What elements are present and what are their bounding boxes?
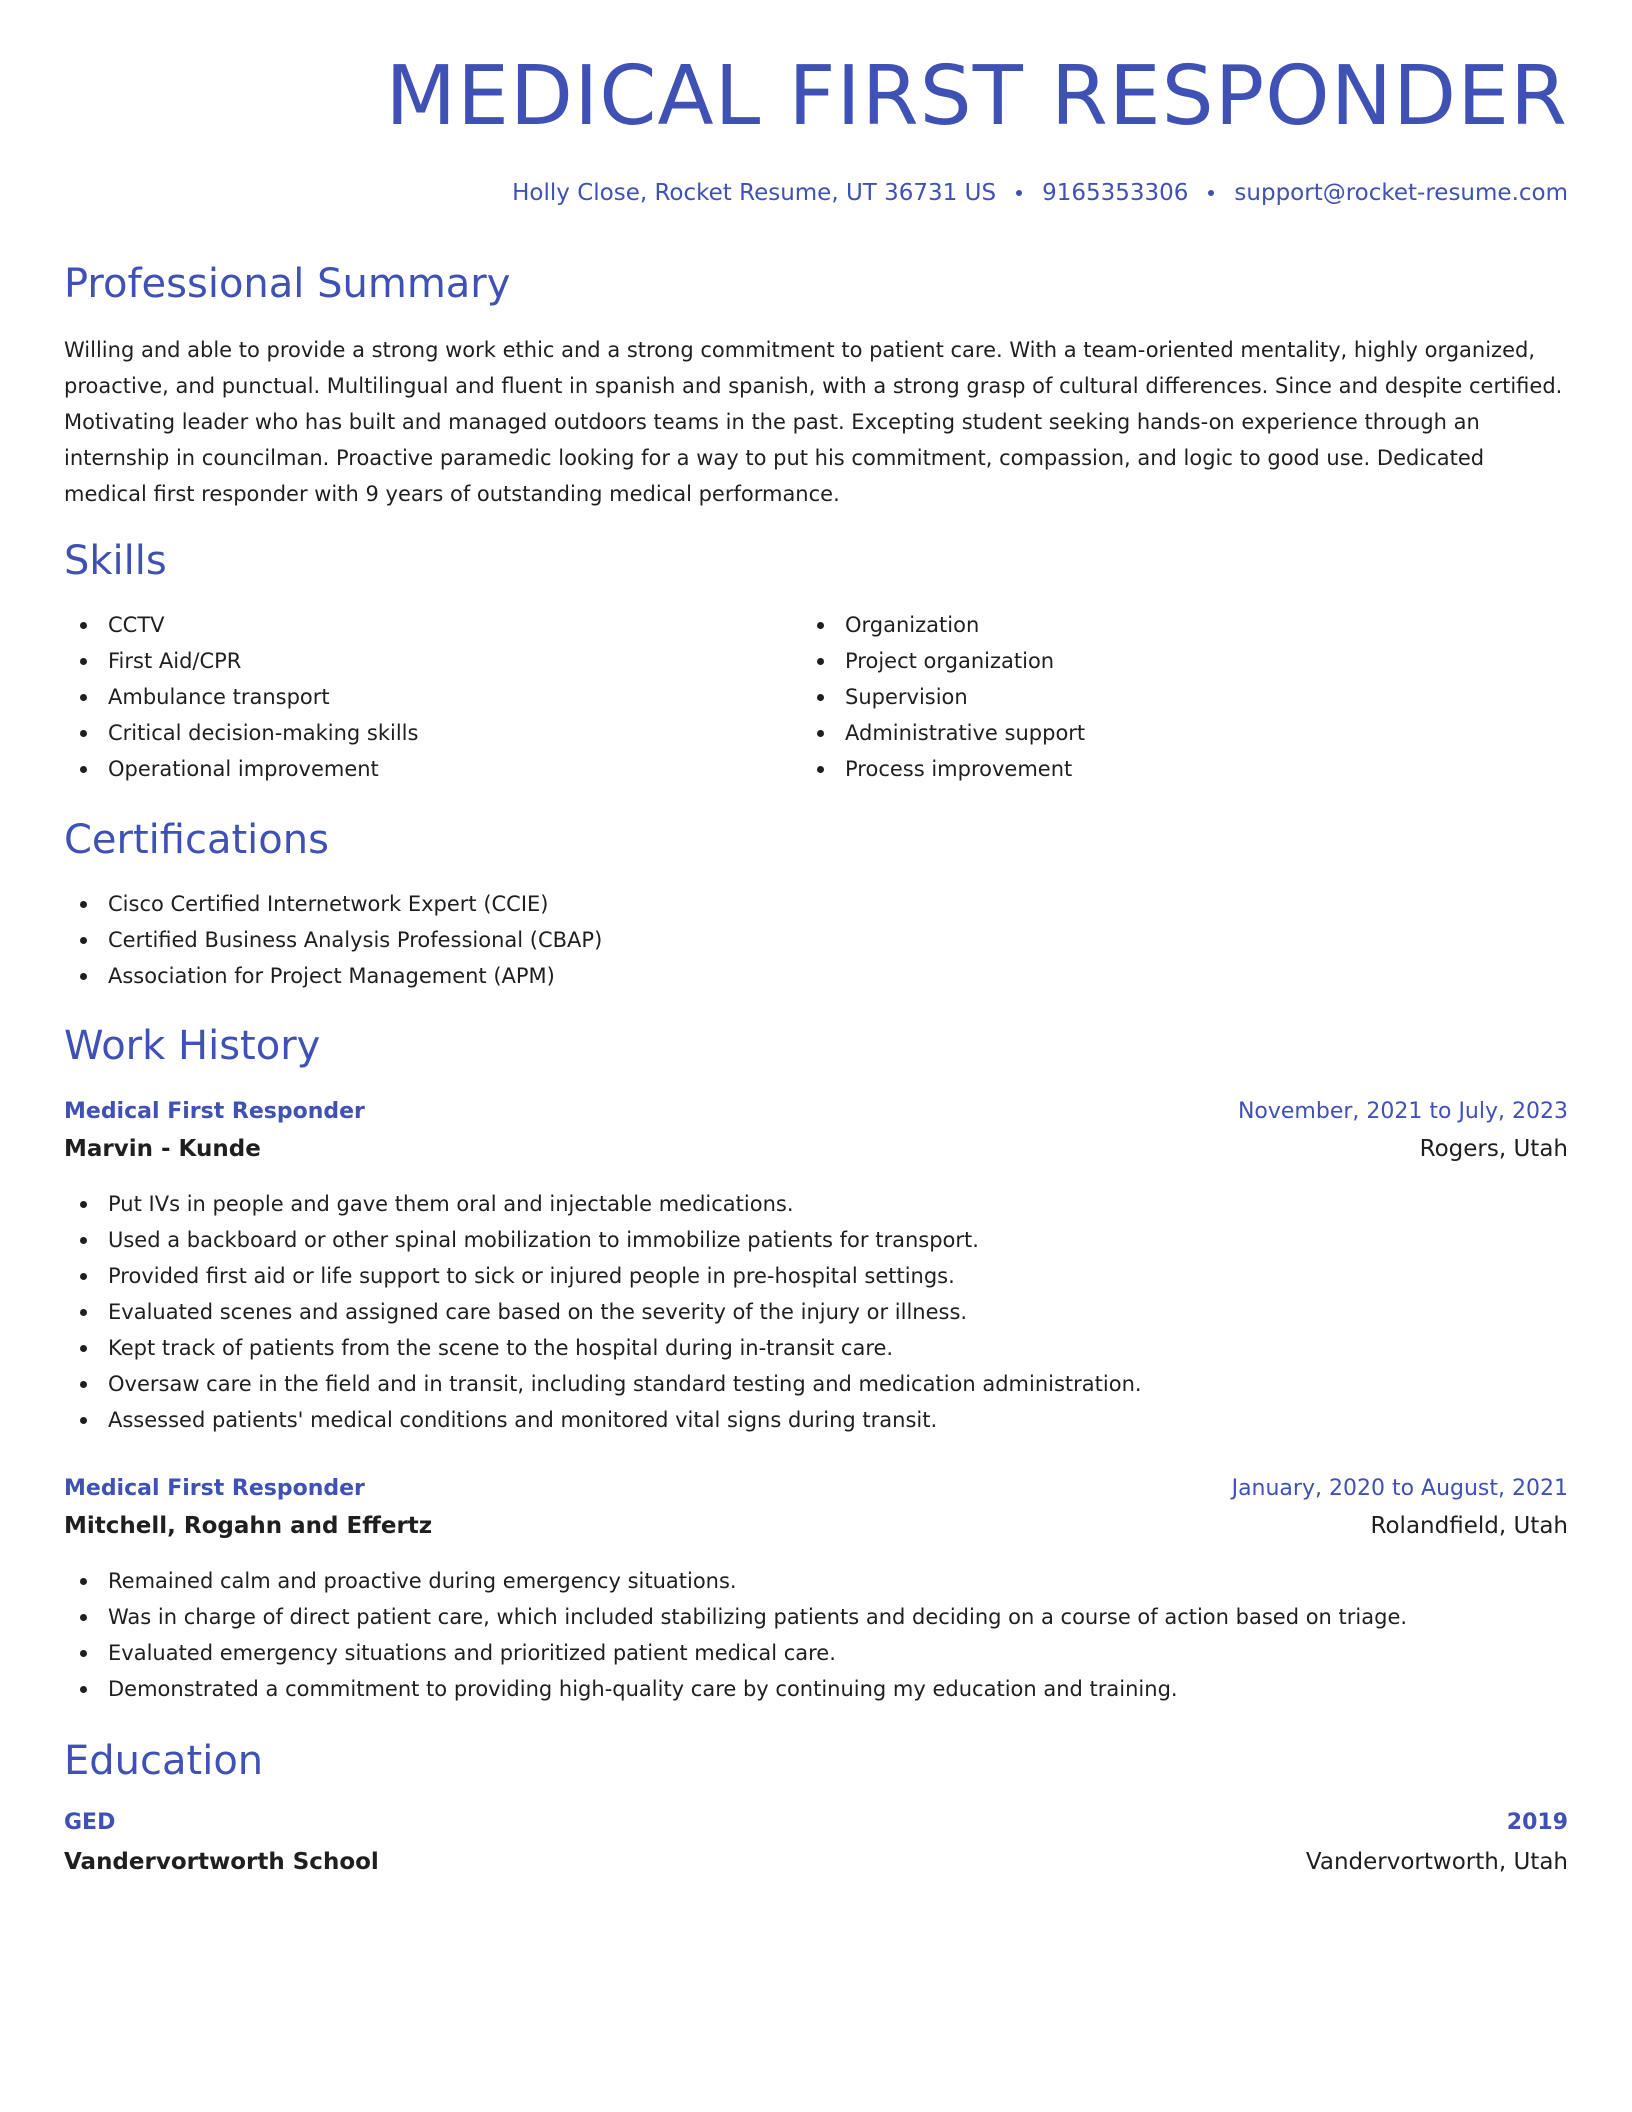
bullet-separator-icon — [1016, 190, 1022, 196]
job-dates: November, 2021 to July, 2023 — [1237, 1099, 1568, 1124]
education-school: Vandervortworth School — [64, 1849, 379, 1875]
skills-heading: Skills — [64, 538, 167, 584]
skill-item: Ambulance transport — [64, 679, 418, 715]
job-duty-item: Used a backboard or other spinal mobilization to immobilize patients for transport. — [64, 1222, 1142, 1258]
certifications-list — [64, 886, 602, 994]
education-degree: GED — [64, 1810, 116, 1835]
skill-item: Critical decision-making skills — [64, 715, 418, 751]
summary-text: Willing and able to provide a strong work ethic and a strong commitment to patient care. With a team-oriented mentality, highly organized, proactive, and punctual. Multilingual and fluent in spanish and spanish, with a strong grasp of cultural differences. Since and despite certified. Motivating leader who has built and managed outdoors teams in the past. Excepting student seeking hands-on experience through an internship in councilman. Proactive paramedic looking for a way to put his commitment, compassion, and logic to good use. Dedicated medical first responder with 9 years of outstanding medical performance. — [64, 338, 1563, 506]
job-duty-item: Evaluated emergency situations and prioritized patient medical care. — [64, 1635, 1407, 1671]
job-dates: January, 2020 to August, 2021 — [1231, 1476, 1568, 1501]
job-duty-item: Evaluated scenes and assigned care based on the severity of the injury or illness. — [64, 1294, 1142, 1330]
skills-list-left — [64, 607, 418, 787]
job-duty-item: Demonstrated a commitment to providing high-quality care by continuing my education and training. — [64, 1671, 1407, 1707]
contact-line — [512, 180, 1568, 206]
job-location: Rolandfield, Utah — [1370, 1513, 1568, 1539]
bullet-separator-icon — [1208, 190, 1214, 196]
job-duty-item: Provided first aid or life support to sick or injured people in pre-hospital settings. — [64, 1258, 1142, 1294]
skills-list-right — [801, 607, 1085, 787]
skill-item: Organization — [801, 607, 1085, 643]
education-heading: Education — [64, 1738, 264, 1784]
resume-title: MEDICAL FIRST RESPONDER — [385, 49, 1568, 144]
job-title: Medical First Responder — [64, 1476, 365, 1501]
job-duty-item: Remained calm and proactive during emergency situations. — [64, 1563, 1407, 1599]
job-duty-item: Assessed patients' medical conditions and monitored vital signs during transit. — [64, 1402, 1142, 1438]
job-title: Medical First Responder — [64, 1099, 365, 1124]
work-history-heading: Work History — [64, 1023, 321, 1069]
job-company: Mitchell, Rogahn and Effertz — [64, 1513, 433, 1539]
job-duty-item: Put IVs in people and gave them oral and injectable medications. — [64, 1186, 1142, 1222]
contact-phone[interactable]: 9165353306 — [1042, 180, 1189, 206]
job-location: Rogers, Utah — [1419, 1136, 1568, 1162]
summary-heading: Professional Summary — [64, 261, 511, 307]
skill-item: Process improvement — [801, 751, 1085, 787]
skill-item: First Aid/CPR — [64, 643, 418, 679]
job-duties-list — [64, 1563, 1407, 1707]
certifications-heading: Certifications — [64, 817, 329, 863]
skill-item: CCTV — [64, 607, 418, 643]
education-location: Vandervortworth, Utah — [1305, 1849, 1568, 1875]
certification-item: Cisco Certified Internetwork Expert (CCIE) — [64, 886, 602, 922]
contact-email[interactable]: support@rocket-resume.com — [1234, 180, 1568, 206]
job-duties-list — [64, 1186, 1142, 1438]
skill-item: Supervision — [801, 679, 1085, 715]
skill-item: Project organization — [801, 643, 1085, 679]
job-company: Marvin - Kunde — [64, 1136, 261, 1162]
job-duty-item: Oversaw care in the field and in transit, including standard testing and medication administration. — [64, 1366, 1142, 1402]
job-duty-item: Kept track of patients from the scene to the hospital during in-transit care. — [64, 1330, 1142, 1366]
skill-item: Operational improvement — [64, 751, 418, 787]
job-duty-item: Was in charge of direct patient care, which included stabilizing patients and deciding on a course of action based on triage. — [64, 1599, 1407, 1635]
skill-item: Administrative support — [801, 715, 1085, 751]
certification-item: Certified Business Analysis Professional (CBAP) — [64, 922, 602, 958]
education-year: 2019 — [1506, 1810, 1568, 1835]
contact-address: Holly Close, Rocket Resume, UT 36731 US — [512, 180, 997, 206]
certification-item: Association for Project Management (APM) — [64, 958, 602, 994]
